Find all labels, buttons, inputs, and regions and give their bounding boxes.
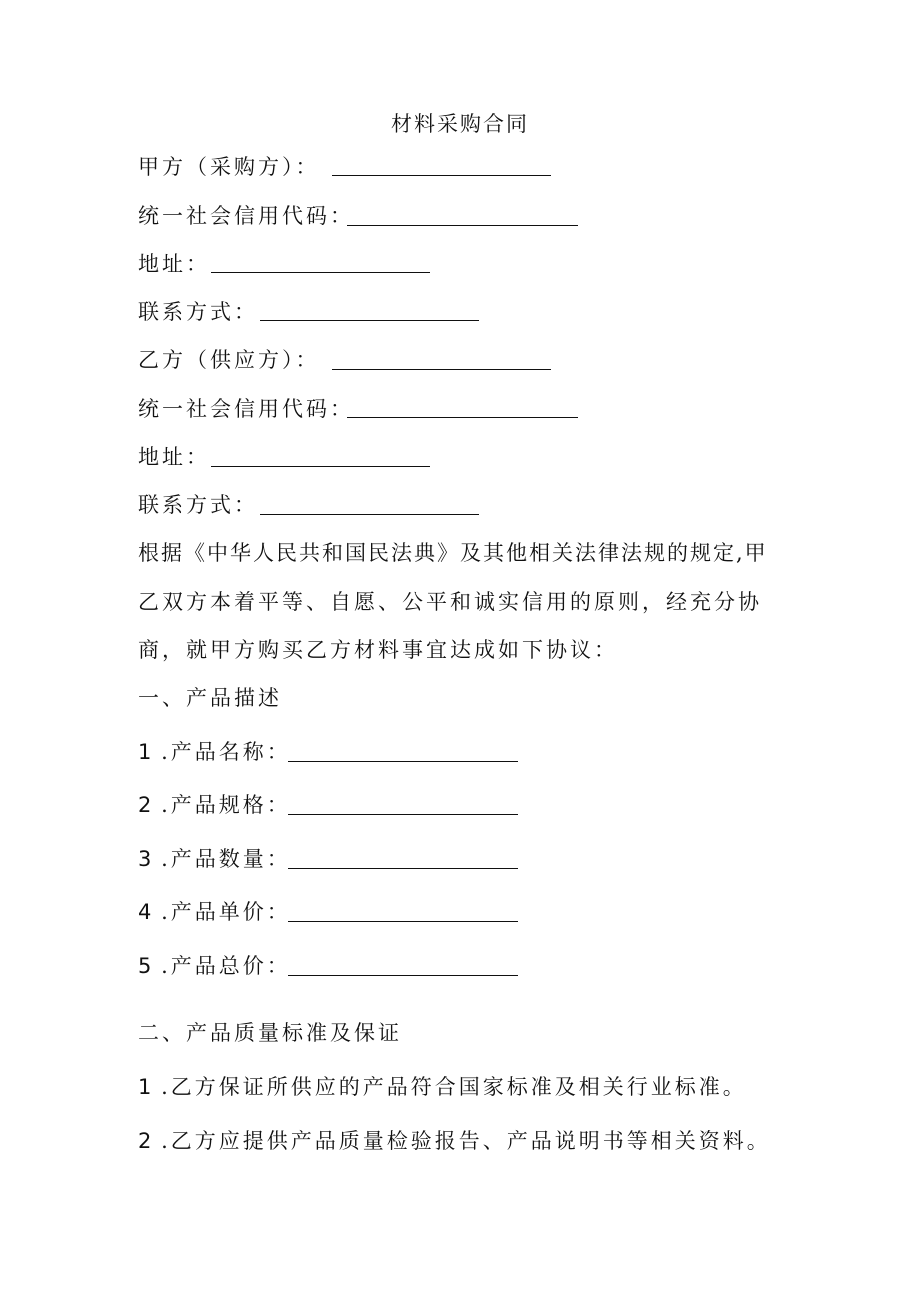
item-label: .产品单价： <box>161 900 291 924</box>
item-number: 2 <box>138 793 152 817</box>
clause-text: .乙方应提供产品质量检验报告、产品说明书等相关资料。 <box>161 1129 771 1153</box>
product-quantity-blank <box>288 868 518 869</box>
party-b-contact-label: 联系方式： <box>138 493 258 517</box>
item-number: 2 <box>138 1129 152 1153</box>
product-spec-item <box>138 791 291 819</box>
item-label: .产品规格： <box>161 793 291 817</box>
item-number: 1 <box>138 740 152 764</box>
section-2-heading: 二、产品质量标准及保证 <box>138 1021 402 1045</box>
party-b-credit-code-label: 统一社会信用代码： <box>138 397 354 421</box>
preamble-line-1: 根据《中华人民共和国民法典》及其他相关法律法规的规定,甲 <box>138 541 768 565</box>
quality-clause-2 <box>138 1127 771 1155</box>
item-number: 1 <box>138 1075 152 1099</box>
party-b-contact-blank <box>260 514 479 515</box>
party-a-address-blank <box>211 272 430 273</box>
product-unit-price-blank <box>288 921 518 922</box>
party-a-contact-label: 联系方式： <box>138 300 258 324</box>
party-a-credit-code-label: 统一社会信用代码： <box>138 204 354 228</box>
party-b-address-blank <box>211 466 430 467</box>
clause-text: .乙方保证所供应的产品符合国家标准及相关行业标准。 <box>161 1075 747 1099</box>
party-a-label: 甲方（采购方）： <box>138 155 320 179</box>
party-a-address-label: 地址： <box>138 252 210 276</box>
product-total-price-blank <box>288 975 518 976</box>
section-1-heading: 一、产品描述 <box>138 686 282 710</box>
product-unit-price-item <box>138 898 291 926</box>
preamble-line-2: 乙双方本着平等、自愿、公平和诚实信用的原则，经充分协 <box>138 590 762 614</box>
product-total-price-item <box>138 952 291 980</box>
party-b-blank <box>332 369 551 370</box>
item-number: 3 <box>138 847 152 871</box>
party-b-credit-code-blank <box>347 417 578 418</box>
item-label: .产品名称： <box>161 740 291 764</box>
product-quantity-item <box>138 845 291 873</box>
party-b-label: 乙方（供应方）： <box>138 348 320 372</box>
document-title: 材料采购合同 <box>391 112 529 136</box>
item-label: .产品总价： <box>161 954 291 978</box>
party-a-credit-code-blank <box>347 225 578 226</box>
party-b-address-label: 地址： <box>138 445 210 469</box>
item-label: .产品数量： <box>161 847 291 871</box>
preamble-line-3: 商，就甲方购买乙方材料事宜达成如下协议： <box>138 638 618 662</box>
party-a-blank <box>332 175 551 176</box>
item-number: 4 <box>138 900 152 924</box>
party-a-contact-blank <box>260 320 479 321</box>
quality-clause-1 <box>138 1073 747 1101</box>
product-name-blank <box>288 761 518 762</box>
item-number: 5 <box>138 954 152 978</box>
product-spec-blank <box>288 814 518 815</box>
product-name-item <box>138 738 291 766</box>
